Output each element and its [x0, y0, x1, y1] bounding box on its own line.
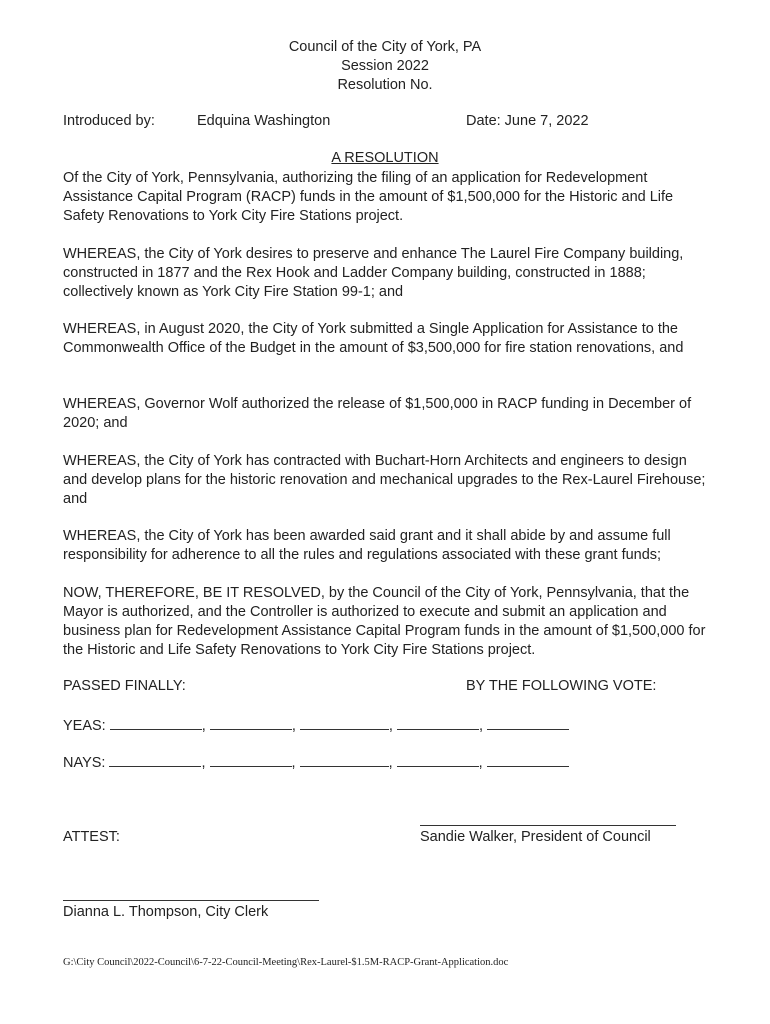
clerk-name: Dianna L. Thompson, City Clerk: [63, 904, 269, 920]
introduced-by-name: Edquina Washington: [197, 113, 331, 129]
header-session: Session 2022: [341, 58, 429, 74]
yeas-blank: [210, 715, 292, 730]
passed-finally-label: PASSED FINALLY:: [63, 678, 186, 694]
yeas-blank: [300, 715, 389, 730]
nays-blank: [487, 752, 569, 767]
whereas-clause: WHEREAS, the City of York desires to preserve and enhance The Laurel Fire Company building, constructed in 1877 and the Rex Hook and Ladder Company building, constructed in 1888; collectively known as York City Fire Station 99-1; and: [63, 246, 684, 300]
header-resolution-number: Resolution No.: [337, 77, 433, 93]
nays-blank: [109, 752, 201, 767]
nays-row: NAYS: , , , ,: [63, 752, 569, 771]
nays-label: NAYS:: [63, 755, 106, 771]
yeas-blank: [397, 715, 479, 730]
whereas-clause: WHEREAS, the City of York has contracted with Buchart-Horn Architects and engineers to design and develop plans for the historic renovation and mechanical upgrades to the Rex-Laurel Firehouse; and: [63, 453, 706, 507]
attest-label: ATTEST:: [63, 829, 120, 845]
resolution-title: A RESOLUTION: [331, 150, 439, 166]
nays-blank: [397, 752, 479, 767]
whereas-clause: WHEREAS, the City of York has been awarded said grant and it shall abide by and assume full responsibility for adherence to all the rules and regulations associated with these grant funds;: [63, 528, 671, 563]
resolved-clause: NOW, THEREFORE, BE IT RESOLVED, by the Council of the City of York, Pennsylvania, that the Mayor is authorized, and the Controller is authorized to execute and submit an application and business plan for Redevelopment Assistance Capital Program funds in the amount of $1,500,000 for the Historic and Life Safety Renovations to York City Fire Stations project.: [63, 585, 706, 658]
resolution-date: Date: June 7, 2022: [466, 113, 589, 129]
yeas-label: YEAS:: [63, 718, 106, 734]
document-file-path: G:\City Council\2022-Council\6-7-22-Council-Meeting\Rex-Laurel-$1.5M-RACP-Grant-Application.doc: [63, 957, 509, 968]
yeas-blank: [110, 715, 202, 730]
yeas-row: YEAS: , , , ,: [63, 715, 569, 734]
president-signature-line: [420, 825, 676, 826]
president-name: Sandie Walker, President of Council: [420, 829, 651, 845]
nays-blank: [300, 752, 389, 767]
header-council: Council of the City of York, PA: [288, 39, 482, 55]
introduced-by-label: Introduced by:: [63, 113, 155, 129]
whereas-clause: WHEREAS, Governor Wolf authorized the release of $1,500,000 in RACP funding in December of 2020; and: [63, 396, 692, 431]
nays-blank: [210, 752, 292, 767]
whereas-clause: WHEREAS, in August 2020, the City of York submitted a Single Application for Assistance to the Commonwealth Office of the Budget in the amount of $3,500,000 for fire station renovations, and: [63, 321, 684, 356]
following-vote-label: BY THE FOLLOWING VOTE:: [466, 678, 657, 694]
resolution-preamble: Of the City of York, Pennsylvania, authorizing the filing of an application for Redevelopment Assistance Capital Program (RACP) funds in the amount of $1,500,000 for the Historic and Life Safety Renovations to York City Fire Stations project.: [63, 170, 674, 224]
yeas-blank: [487, 715, 569, 730]
clerk-signature-line: [63, 900, 319, 901]
